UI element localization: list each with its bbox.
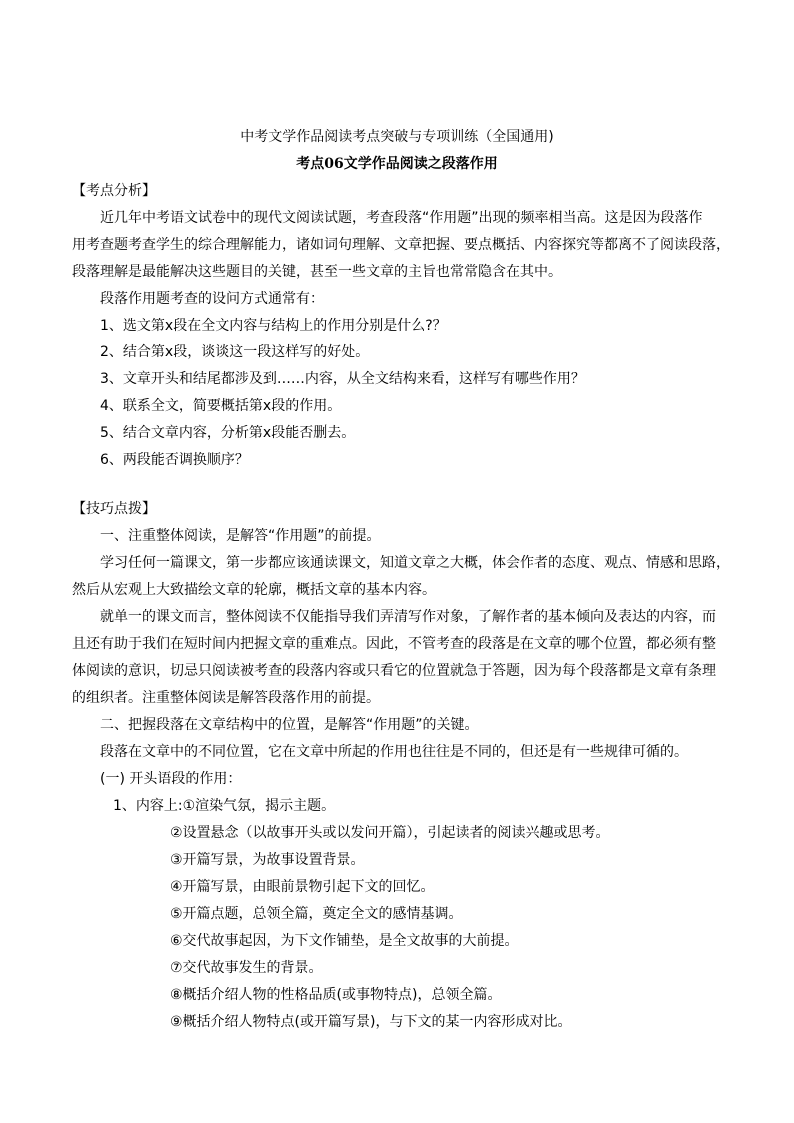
question-item: 2、结合第x段，谈谈这一段这样写的好处。 — [100, 344, 370, 360]
question-item: 5、结合文章内容，分析第x段能否删去。 — [100, 425, 356, 441]
paragraph-line: 就单一的课文而言，整体阅读不仅能指导我们弄清写作对象，了解作者的基本倾向及表达的内容，而 — [100, 609, 716, 625]
question-item: 1、选文第x段在全文内容与结构上的作用分别是什么?？ — [100, 318, 447, 334]
sub-heading: (一) 开头语段的作用： — [100, 771, 242, 787]
content-item: ⑥交代故事起因，为下文作铺垫，是全文故事的大前提。 — [170, 933, 519, 949]
content-item: ⑦交代故事发生的背景。 — [170, 960, 323, 976]
paragraph-line: 段落在文章中的不同位置，它在文章中所起的作用也往往是不同的，但还是有一些规律可循的。 — [100, 744, 688, 760]
content-item: ⑧概括介绍人物的性格品质(或事物特点)，总领全篇。 — [170, 987, 502, 1003]
paragraph-line: 用考查题考查学生的综合理解能力，诸如词句理解、文章把握、要点概括、内容探究等都离不了阅读段落， — [72, 237, 730, 253]
question-item: 3、文章开头和结尾都涉及到……内容，从全文结构来看，这样写有哪些作用？ — [100, 371, 585, 387]
point-heading: 一、注重整体阅读，是解答“作用题”的前提。 — [100, 528, 381, 544]
content-item: ⑤开篇点题，总领全篇，奠定全文的感情基调。 — [170, 906, 463, 922]
paragraph-line: 然后从宏观上大致描绘文章的轮廓，概括文章的基本内容。 — [72, 582, 436, 598]
content-item: ②设置悬念（以故事开头或以发问开篇），引起读者的阅读兴趣或思考。 — [170, 825, 610, 841]
question-intro: 段落作用题考查的设问方式通常有： — [100, 291, 324, 307]
question-item: 4、联系全文，简要概括第x段的作用。 — [100, 398, 342, 414]
paragraph-line: 学习任何一篇课文，第一步都应该通读课文，知道文章之大概，体会作者的态度、观点、情感和思路， — [100, 555, 730, 571]
content-item: ③开篇写景，为故事设置背景。 — [170, 852, 365, 868]
paragraph-line: 的组织者。注重整体阅读是解答段落作用的前提。 — [72, 690, 380, 706]
document-subtitle: 考点06文学作品阅读之段落作用 — [296, 156, 498, 172]
paragraph-line: 近几年中考语文试卷中的现代文阅读试题，考查段落“作用题”出现的频率相当高。这是因为段落作 — [100, 210, 703, 226]
question-item: 6、两段能否调换顺序？ — [100, 452, 249, 468]
section-heading-analysis: 【考点分析】 — [72, 183, 156, 199]
content-label: 1、内容上:①渲染气氛，揭示主题。 — [113, 798, 336, 814]
content-item: ⑨概括介绍人物特点(或开篇写景)，与下文的某一内容形成对比。 — [170, 1014, 572, 1030]
paragraph-line: 段落理解是最能解决这些题目的关键，甚至一些文章的主旨也常常隐含在其中。 — [72, 264, 562, 280]
paragraph-line: 且还有助于我们在短时间内把握文章的重难点。因此，不管考查的段落是在文章的哪个位置，都必须有整 — [72, 636, 716, 652]
point-heading: 二、把握段落在文章结构中的位置，是解答“作用题”的关键。 — [100, 717, 479, 733]
paragraph-line: 体阅读的意识，切忌只阅读被考查的段落内容或只看它的位置就急于答题，因为每个段落都是文章有条理 — [72, 663, 716, 679]
document-title: 中考文学作品阅读考点突破与专项训练（全国通用) — [240, 129, 554, 145]
section-heading-tips: 【技巧点拨】 — [72, 501, 156, 517]
content-item: ④开篇写景，由眼前景物引起下文的回忆。 — [170, 879, 435, 895]
